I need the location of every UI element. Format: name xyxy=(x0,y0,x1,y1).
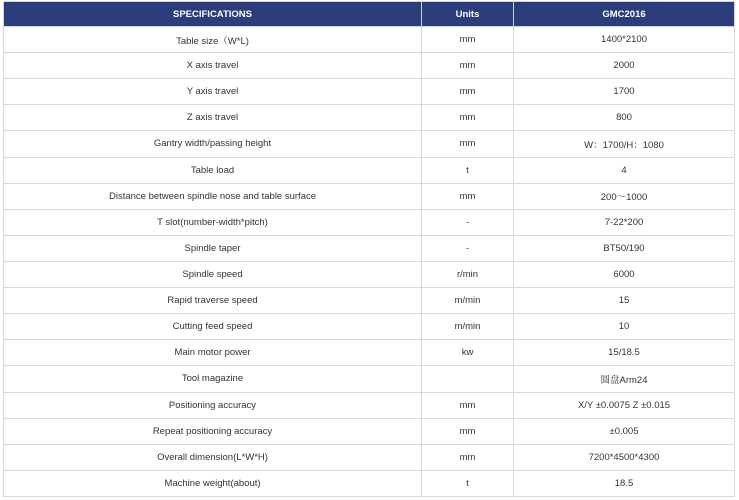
value-cell: 15/18.5 xyxy=(514,340,735,366)
unit-cell: m/min xyxy=(422,314,514,340)
spec-cell: Overall dimension(L*W*H) xyxy=(4,444,422,470)
value-cell: 18.5 xyxy=(514,470,735,496)
table-row xyxy=(4,444,735,470)
value-cell: 4 xyxy=(514,157,735,183)
spec-cell: Y axis travel xyxy=(4,79,422,105)
table-row xyxy=(4,105,735,131)
table-row xyxy=(4,392,735,418)
spec-cell: Cutting feed speed xyxy=(4,314,422,340)
unit-cell: t xyxy=(422,157,514,183)
spec-cell: Distance between spindle nose and table surface xyxy=(4,183,422,209)
header-model: GMC2016 xyxy=(514,2,735,27)
spec-cell: Table load xyxy=(4,157,422,183)
value-cell: 15 xyxy=(514,288,735,314)
spec-cell: Spindle speed xyxy=(4,261,422,287)
spec-cell: Spindle taper xyxy=(4,235,422,261)
spec-cell: Z axis travel xyxy=(4,105,422,131)
unit-cell: mm xyxy=(422,392,514,418)
spec-cell: Rapid traverse speed xyxy=(4,288,422,314)
header-specifications: SPECIFICATIONS xyxy=(4,2,422,27)
unit-cell: r/min xyxy=(422,261,514,287)
table-row xyxy=(4,366,735,392)
table-row xyxy=(4,79,735,105)
value-cell: 10 xyxy=(514,314,735,340)
value-cell: 6000 xyxy=(514,261,735,287)
value-cell: ±0.005 xyxy=(514,418,735,444)
table-body xyxy=(4,27,735,497)
header-row xyxy=(4,2,735,27)
unit-cell: mm xyxy=(422,53,514,79)
spec-cell: Tool magazine xyxy=(4,366,422,392)
spec-cell: Gantry width/passing height xyxy=(4,131,422,157)
unit-cell: mm xyxy=(422,105,514,131)
table-row xyxy=(4,261,735,287)
table-header xyxy=(4,2,735,27)
spec-cell: Positioning accuracy xyxy=(4,392,422,418)
unit-cell: mm xyxy=(422,444,514,470)
unit-cell: m/min xyxy=(422,288,514,314)
spec-cell: Machine weight(about) xyxy=(4,470,422,496)
value-cell: 800 xyxy=(514,105,735,131)
unit-cell: mm xyxy=(422,183,514,209)
value-cell: W：1700/H：1080 xyxy=(514,131,735,157)
unit-cell: - xyxy=(422,209,514,235)
spec-cell: Table size（W*L) xyxy=(4,27,422,53)
value-cell: X/Y ±0.0075 Z ±0.015 xyxy=(514,392,735,418)
table-row xyxy=(4,235,735,261)
spec-cell: T slot(number-width*pitch) xyxy=(4,209,422,235)
table-row xyxy=(4,470,735,496)
unit-cell: kw xyxy=(422,340,514,366)
table-row xyxy=(4,27,735,53)
value-cell: 1700 xyxy=(514,79,735,105)
unit-cell xyxy=(422,366,514,392)
value-cell: 圆盘Arm24 xyxy=(514,366,735,392)
table-row xyxy=(4,314,735,340)
unit-cell: mm xyxy=(422,79,514,105)
unit-cell: - xyxy=(422,235,514,261)
table-row xyxy=(4,288,735,314)
value-cell: 2000 xyxy=(514,53,735,79)
unit-cell: mm xyxy=(422,27,514,53)
table-row xyxy=(4,418,735,444)
spec-cell: Repeat positioning accuracy xyxy=(4,418,422,444)
table-row xyxy=(4,131,735,157)
spec-cell: Main motor power xyxy=(4,340,422,366)
table-row xyxy=(4,53,735,79)
value-cell: 200～1000 xyxy=(514,183,735,209)
value-cell: 7200*4500*4300 xyxy=(514,444,735,470)
unit-cell: t xyxy=(422,470,514,496)
table-row xyxy=(4,183,735,209)
value-cell: 7-22*200 xyxy=(514,209,735,235)
value-cell: 1400*2100 xyxy=(514,27,735,53)
table-row xyxy=(4,340,735,366)
spec-cell: X axis travel xyxy=(4,53,422,79)
header-units: Units xyxy=(422,2,514,27)
value-cell: BT50/190 xyxy=(514,235,735,261)
unit-cell: mm xyxy=(422,418,514,444)
unit-cell: mm xyxy=(422,131,514,157)
specifications-table xyxy=(3,1,735,497)
table-row xyxy=(4,157,735,183)
table-row xyxy=(4,209,735,235)
